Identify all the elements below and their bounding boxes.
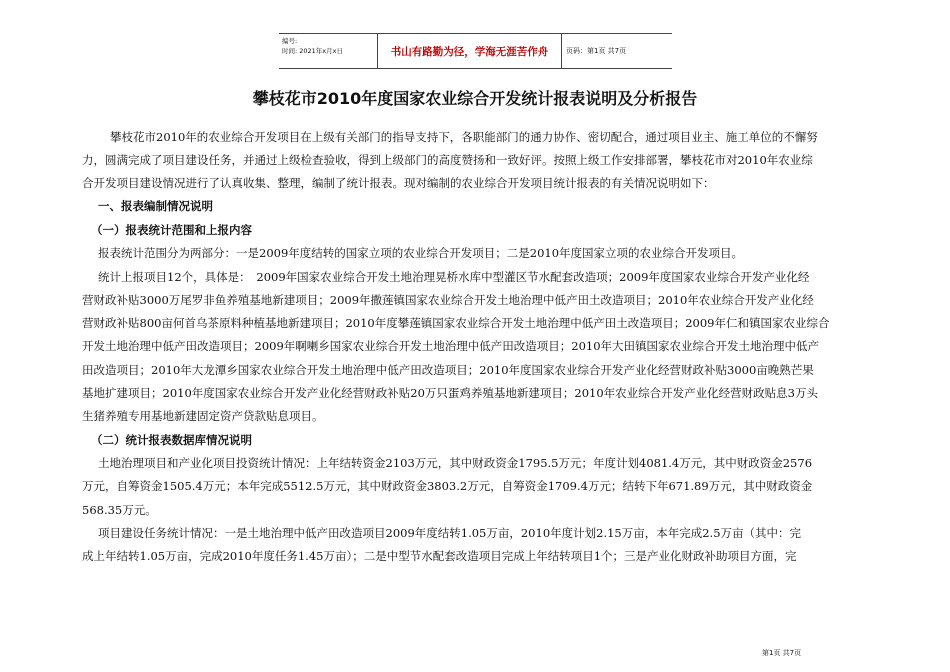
number-label: 编号:: [282, 37, 298, 45]
subsection-heading: （一）报表统计范围和上报内容: [91, 223, 252, 237]
header-info: [279, 34, 378, 68]
paragraph-line: 成上年结转1.05万亩，完成2010年度任务1.45万亩）；二是中型节水配套改造项目完成上年结转项目1个；三是产业化财政补助项目方面，完: [82, 549, 797, 563]
paragraph-line: 营财政补贴800亩何首乌茶原料种植基地新建项目；2010年度攀莲镇国家农业综合开发土地治理中低产田土改造项目；2009年仁和镇国家农业综合: [82, 316, 830, 330]
page-footer: 第1页 共7页: [762, 649, 802, 657]
paragraph-line: 统计上报项目12个，具体是： 2009年国家农业综合开发土地治理晃桥水库中型灌区节水配套改造项；2009年度国家农业综合开发产业化经: [98, 270, 810, 284]
paragraph-line: 项目建设任务统计情况：一是土地治理中低产田改造项目2009年度结转1.05万亩，2010年度计划2.15万亩，本年完成2.5万亩（其中：完: [98, 526, 802, 540]
paragraph-line: 568.35万元。: [82, 503, 157, 517]
paragraph-line: 攀枝花市2010年的农业综合开发项目在上级有关部门的指导支持下，各职能部门的通力协作、密切配合，通过项目业主、施工单位的不懈努: [110, 130, 818, 144]
paragraph-line: 土地治理项目和产业化项目投资统计情况：上年结转资金2103万元，其中财政资金1795.5万元；年度计划4081.4万元，其中财政资金2576: [98, 456, 813, 470]
paragraph-line: 报表统计范围分为两部分：一是2009年度结转的国家立项的农业综合开发项目；二是2010年度国家立项的农业综合开发项目。: [98, 246, 744, 260]
paragraph-line: 力，圆满完成了项目建设任务，并通过上级检查验收，得到上级部门的高度赞扬和一致好评。按照上级工作安排部署，攀枝花市对2010年农业综: [82, 153, 813, 167]
document-title: 攀枝花市2010年度国家农业综合开发统计报表说明及分析报告: [252, 89, 698, 108]
paragraph-line: 田改造项目；2010年大龙潭乡国家农业综合开发土地治理中低产田改造项目；2010年度国家农业综合开发产业化经营财政补贴3000亩晚熟芒果: [82, 363, 814, 377]
time-label: 时间: 2021年x月x日: [282, 47, 343, 55]
paragraph-line: 生猪养殖专用基地新建固定资产贷款贴息项目。: [82, 409, 324, 423]
page-header: [279, 33, 672, 69]
paragraph-line: 营财政补贴3000万尾罗非鱼养殖基地新建项目；2009年撒莲镇国家农业综合开发土地治理中低产田土改造项目；2010年农业综合开发产业化经: [82, 293, 814, 307]
section-heading: 一、报表编制情况说明: [98, 199, 213, 213]
subsection-heading: （二）统计报表数据库情况说明: [91, 433, 252, 447]
header-page-label: 页码：第1页 共7页: [566, 47, 627, 55]
paragraph-line: 基地扩建项目；2010年度国家农业综合开发产业化经营财政补贴20万只蛋鸡养殖基地新建项目；2010年农业综合开发产业化经营财政贴息3万头: [82, 386, 818, 400]
paragraph-line: 合开发项目建设情况进行了认真收集、整理，编制了统计报表。现对编制的农业综合开发项目统计报表的有关情况说明如下：: [82, 176, 715, 190]
paragraph-line: 开发土地治理中低产田改造项目；2009年啊喇乡国家农业综合开发土地治理中低产田改造项目；2010年大田镇国家农业综合开发土地治理中低产: [82, 339, 820, 353]
paragraph-line: 万元，自筹资金1505.4万元；本年完成5512.5万元，其中财政资金3803.2万元，自筹资金1709.4万元；结转下年671.89万元，其中财政资金: [82, 479, 813, 493]
header-motto: 书山有路勤为径，学海无涯苦作舟: [378, 34, 562, 68]
